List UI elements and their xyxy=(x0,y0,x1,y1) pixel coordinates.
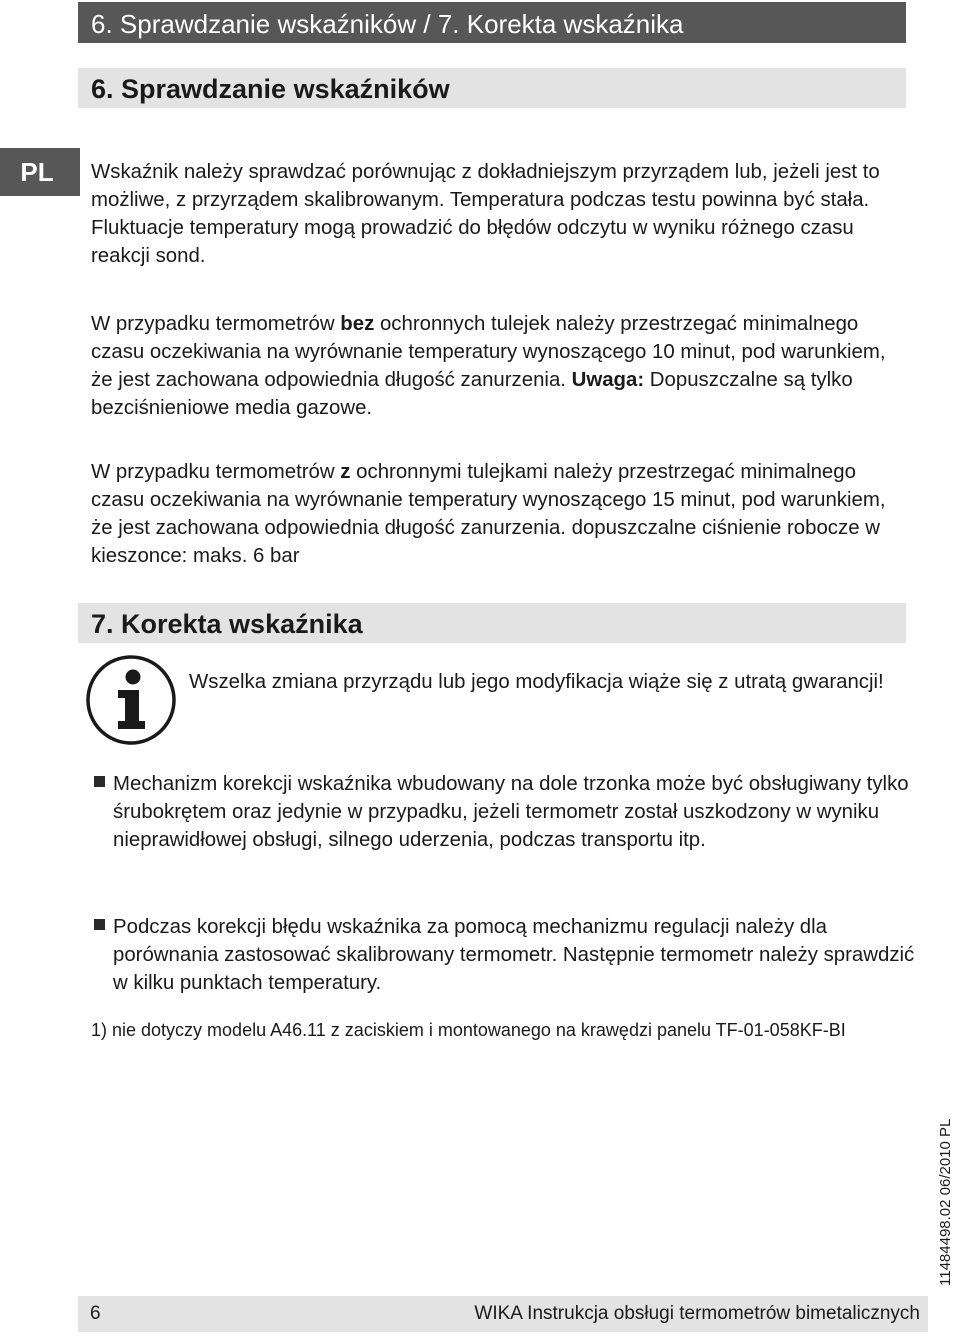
section-6-paragraph-1: Wskaźnik należy sprawdzać porównując z dokładniejszym przyrządem lub, jeżeli jest to możliwe, z przyrządem skalibrowanym. Temperatura podczas testu powinna być stała. Fluktuacje temperatury mogą prowadzić do błędów odczytu w wyniku różnego czasu reakcji sond. xyxy=(91,161,880,267)
para2-text-2: ochronnych tulejek należy przestrzegać minimalnego czasu oczekiwania na wyrównanie temperatury wynoszącego 10 minut, pod warunkiem, że jest zachowana odpowiednia długość zanurzenia. xyxy=(91,313,886,391)
section-6-heading: 6. Sprawdzanie wskaźników xyxy=(78,68,906,108)
document-code: 11484498.02 06/2010 PL xyxy=(937,1118,954,1286)
warranty-notice: Wszelka zmiana przyrządu lub jego modyfikacja wiąże się z utratą gwarancji! xyxy=(189,671,884,693)
footer-title: WIKA Instrukcja obsługi termometrów bimetalicznych xyxy=(474,1303,920,1324)
list-item-text: Mechanizm korekcji wskaźnika wbudowany na dole trzonka może być obsługiwany tylko śrubokrętem oraz jedynie w przypadku, jeżeli termometr został uszkodzony w wyniku nieprawidłowej obsługi, silnego uderzenia, podczas transportu itp. xyxy=(113,773,909,851)
section-6-paragraph-3 xyxy=(91,458,906,570)
section-6-paragraph-2 xyxy=(91,310,906,422)
para2-text-1: W przypadku termometrów xyxy=(91,313,341,335)
para3-bold-z: z xyxy=(340,461,351,483)
info-icon xyxy=(84,653,178,747)
para2-bold-bez: bez xyxy=(340,313,375,335)
para2-text-3: Dopuszczalne są tylko bezciśnieniowe media gazowe. xyxy=(91,369,853,419)
page-header-title: 6. Sprawdzanie wskaźników / 7. Korekta wskaźnika xyxy=(91,9,684,39)
page-number: 6 xyxy=(90,1303,101,1324)
footnote: 1) nie dotyczy modelu A46.11 z zaciskiem i montowanego na krawędzi panelu TF-01-058KF-BI xyxy=(91,1020,846,1040)
para3-text-1: W przypadku termometrów xyxy=(91,461,341,483)
para3-text-2: ochronnymi tulejkami należy przestrzegać minimalnego czasu oczekiwania na wyrównanie temperatury wynoszącego 15 minut, pod warunkiem, że jest zachowana odpowiednia długość zanurzenia. dopuszczalne ciśnienie robocze w kieszonce: maks. 6 bar xyxy=(91,461,886,567)
para2-bold-uwaga: Uwaga: xyxy=(571,369,645,391)
language-tab: PL xyxy=(0,148,80,196)
page-footer xyxy=(78,1296,928,1332)
section-7-heading: 7. Korekta wskaźnika xyxy=(78,603,906,643)
square-bullet-icon xyxy=(94,919,105,930)
list-item xyxy=(91,913,921,997)
page-header xyxy=(78,2,906,43)
list-item xyxy=(91,770,921,854)
square-bullet-icon xyxy=(94,776,105,787)
list-item-text: Podczas korekcji błędu wskaźnika za pomocą mechanizmu regulacji należy dla porównania zastosować skalibrowany termometr. Następnie termometr należy sprawdzić w kilku punktach temperatury. xyxy=(113,916,915,994)
